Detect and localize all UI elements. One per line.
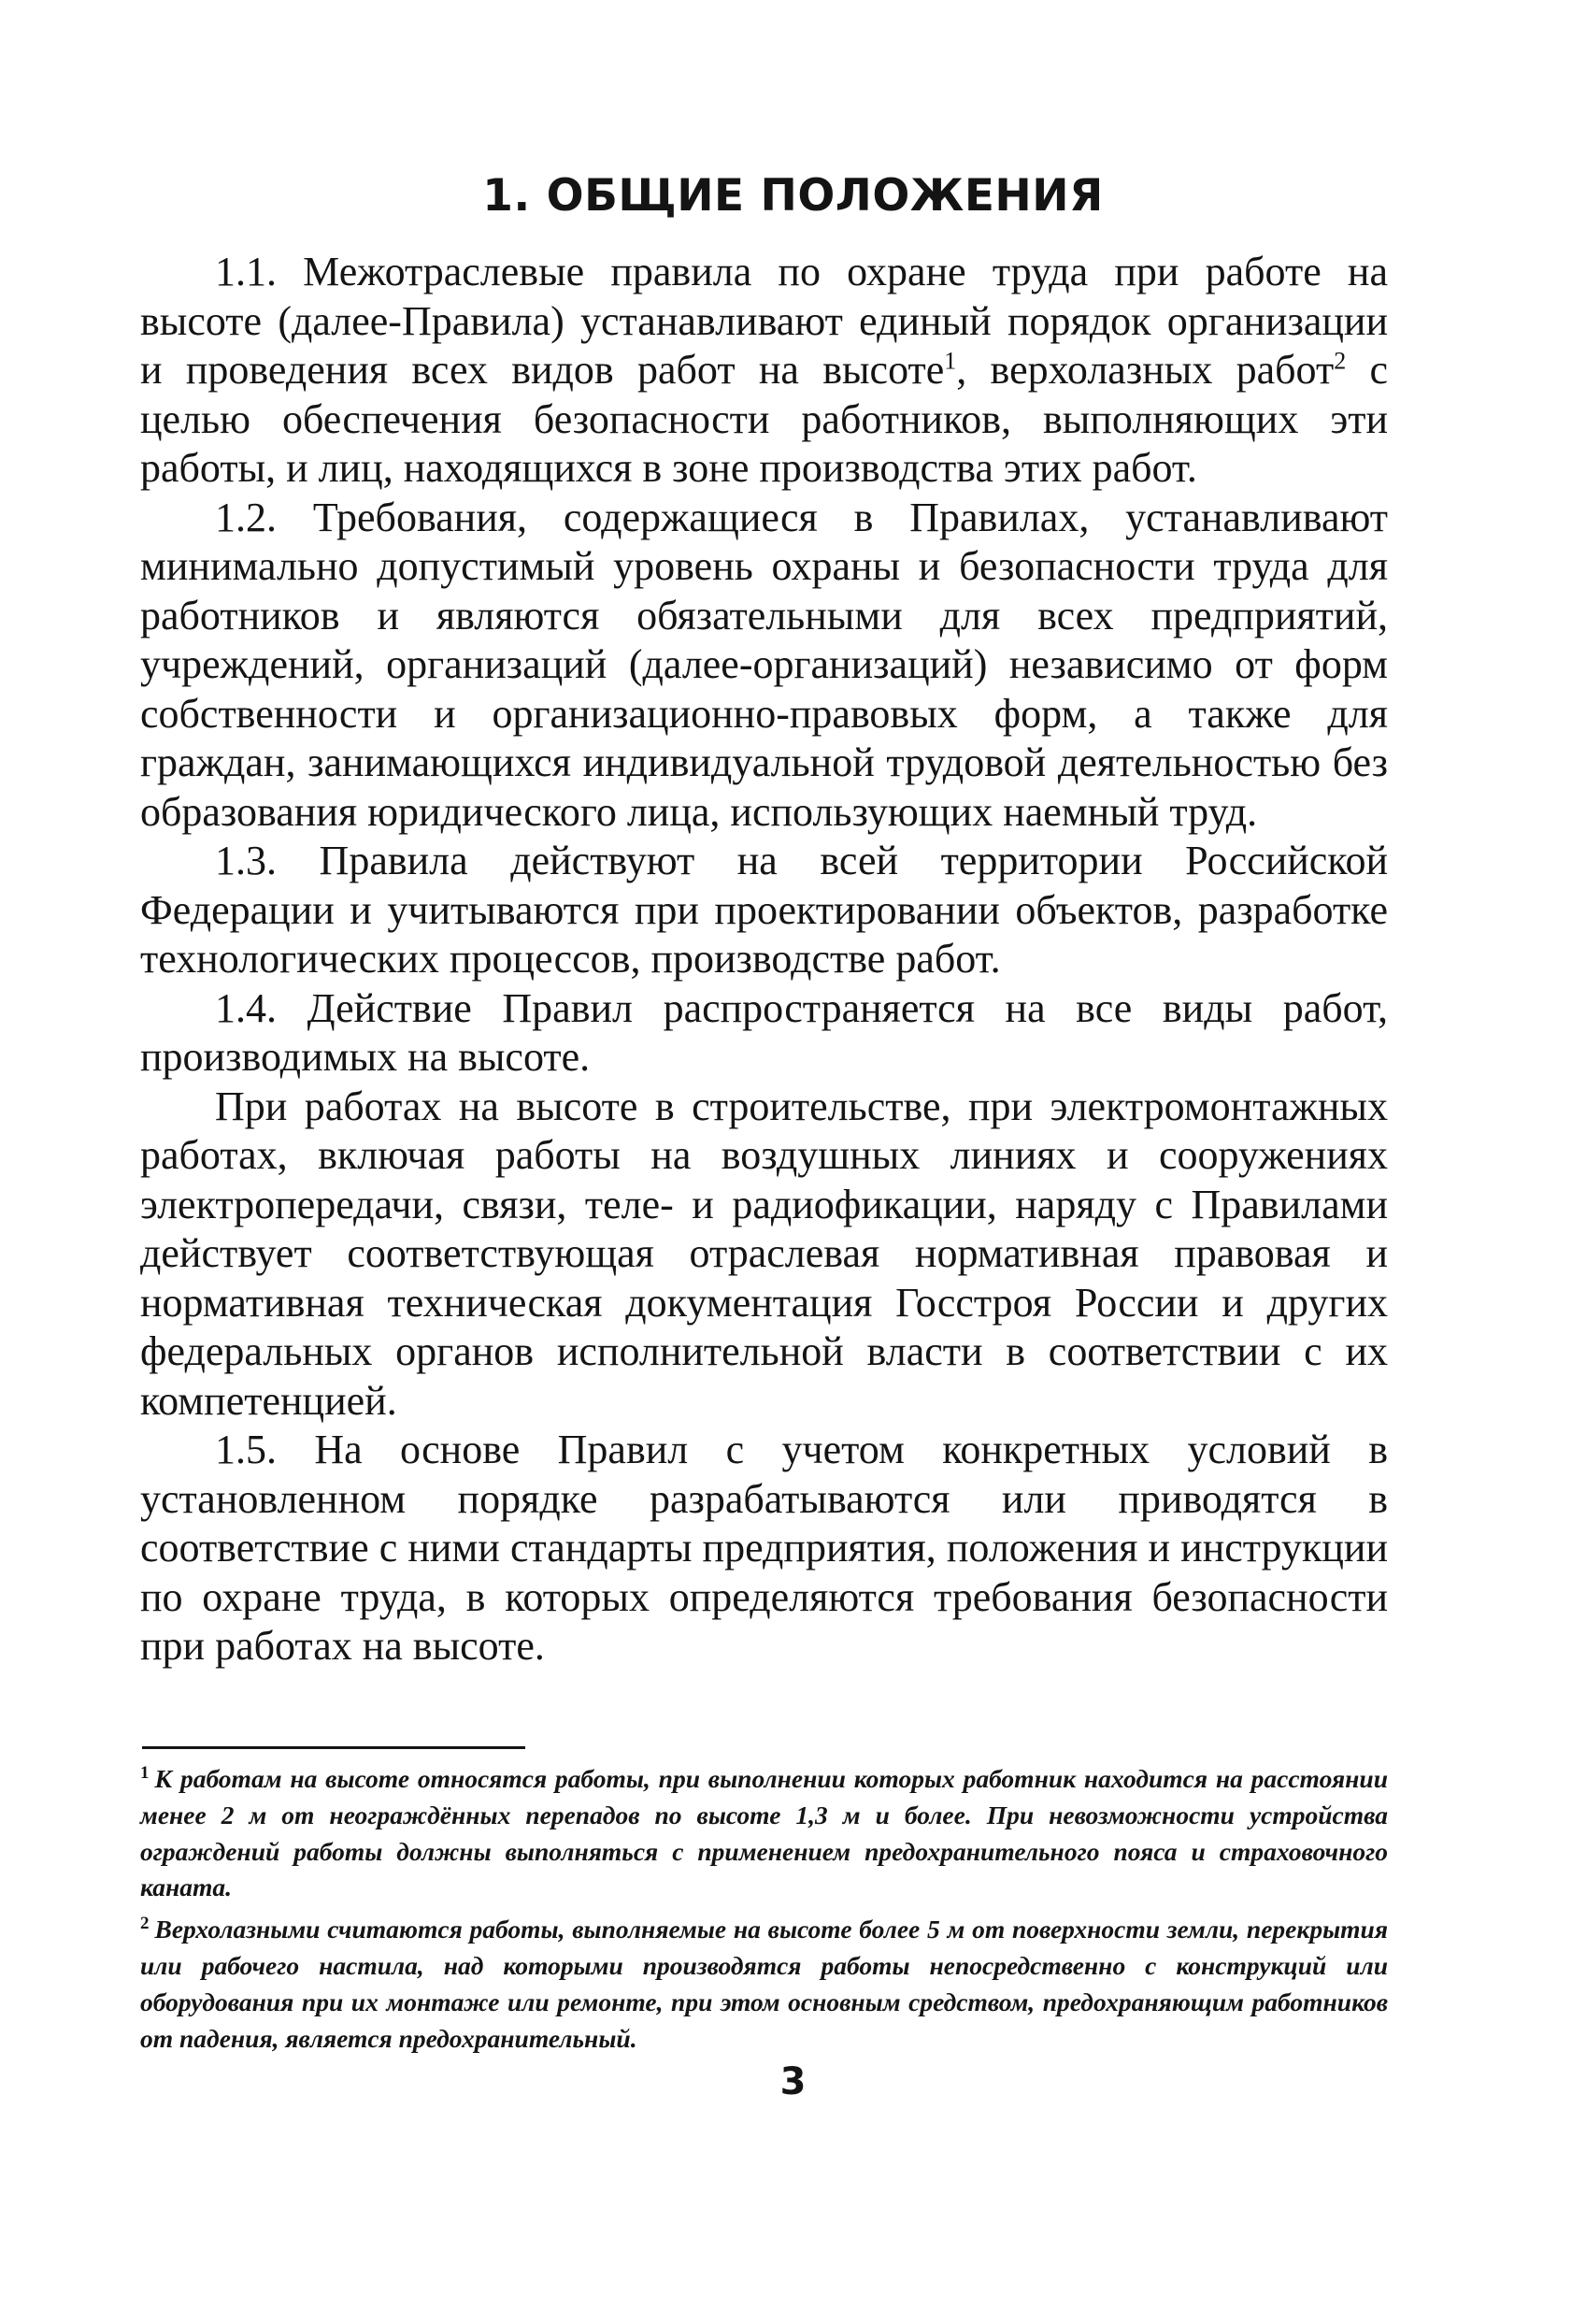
- footnote-2-text: Верхолазными считаются работы, выполняемые на высоте более 5 м от поверхности земли, перекрытия или рабочего настила, над которыми производятся работы непосредственно с конструкций или оборудования при их монтаже или ремонте, при этом основным средством, предохраняющим работников от падения, является предохранительный.: [140, 1915, 1388, 2053]
- paragraph-1-3: 1.3. Правила действуют на всей территории Российской Федерации и учитываются при проектировании объектов, разработке технологических процессов, производстве работ.: [140, 838, 1388, 982]
- paragraph-1-1-text-c: с целью обеспечения безопасности работников, выполняющих эти работы, и лиц, находящихся в зоне производства этих работ.: [140, 347, 1389, 491]
- body-text: [140, 248, 1388, 1671]
- paragraph-1-1-text-b: , верхолазных работ: [956, 347, 1335, 393]
- paragraph-1-2: 1.2. Требования, содержащиеся в Правилах, устанавливают минимально допустимый уровень охраны и безопасности труда для работников и являются обязательными для всех предприятий, учреждений, организаций (далее-организаций) независимо от форм собственности и организационно-правовых форм, а также для граждан, занимающихся индивидуальной трудовой деятельностью без образования юридического лица, использующих наемный труд.: [140, 494, 1388, 835]
- footnote-1: [140, 1761, 1388, 1906]
- paragraph-1-5: 1.5. На основе Правил с учетом конкретных условий в установленном порядке разрабатываются или приводятся в соответствие с ними стандарты предприятия, положения и инструкции по охране труда, в которых определяются требования безопасности при работах на высоте.: [140, 1427, 1388, 1669]
- footnote-1-mark: 1: [140, 1762, 150, 1783]
- footnote-1-text: К работам на высоте относятся работы, при выполнении которых работник находится на расстоянии менее 2 м от неограждённых перепадов по высоте 1,3 м и более. При невозможности устройства ограждений работы должны выполняться с применением предохранительного пояса и страховочного каната.: [140, 1764, 1388, 1902]
- section-title: 1. ОБЩИЕ ПОЛОЖЕНИЯ: [482, 170, 1104, 222]
- paragraph-1-1-text-a: 1.1. Межотраслевые правила по охране труда при работе на высоте (далее-Правила) устанавливают единый порядок организации и проведения всех видов работ на высоте: [140, 249, 1388, 393]
- footnote-divider: [142, 1746, 525, 1749]
- footnote-ref-1: 1: [944, 347, 957, 375]
- paragraph-1-4-continued: При работах на высоте в строительстве, при электромонтажных работах, включая работы на воздушных линиях и сооружениях электропередачи, связи, теле- и радиофикации, наряду с Правилами действует соответствующая отраслевая нормативная правовая и нормативная техническая документация Госстроя России и других федеральных органов исполнительной власти в соответствии с их компетенцией.: [140, 1083, 1388, 1424]
- footnote-2-mark: 2: [140, 1914, 150, 1934]
- footnotes: [140, 1761, 1388, 2057]
- footnote-ref-2: 2: [1334, 347, 1347, 375]
- footnote-2: [140, 1912, 1388, 2057]
- paragraph-1-1: [140, 248, 1388, 494]
- page-number: 3: [779, 2060, 807, 2103]
- paragraph-1-4: 1.4. Действие Правил распространяется на все виды работ, производимых на высоте.: [140, 984, 1388, 1080]
